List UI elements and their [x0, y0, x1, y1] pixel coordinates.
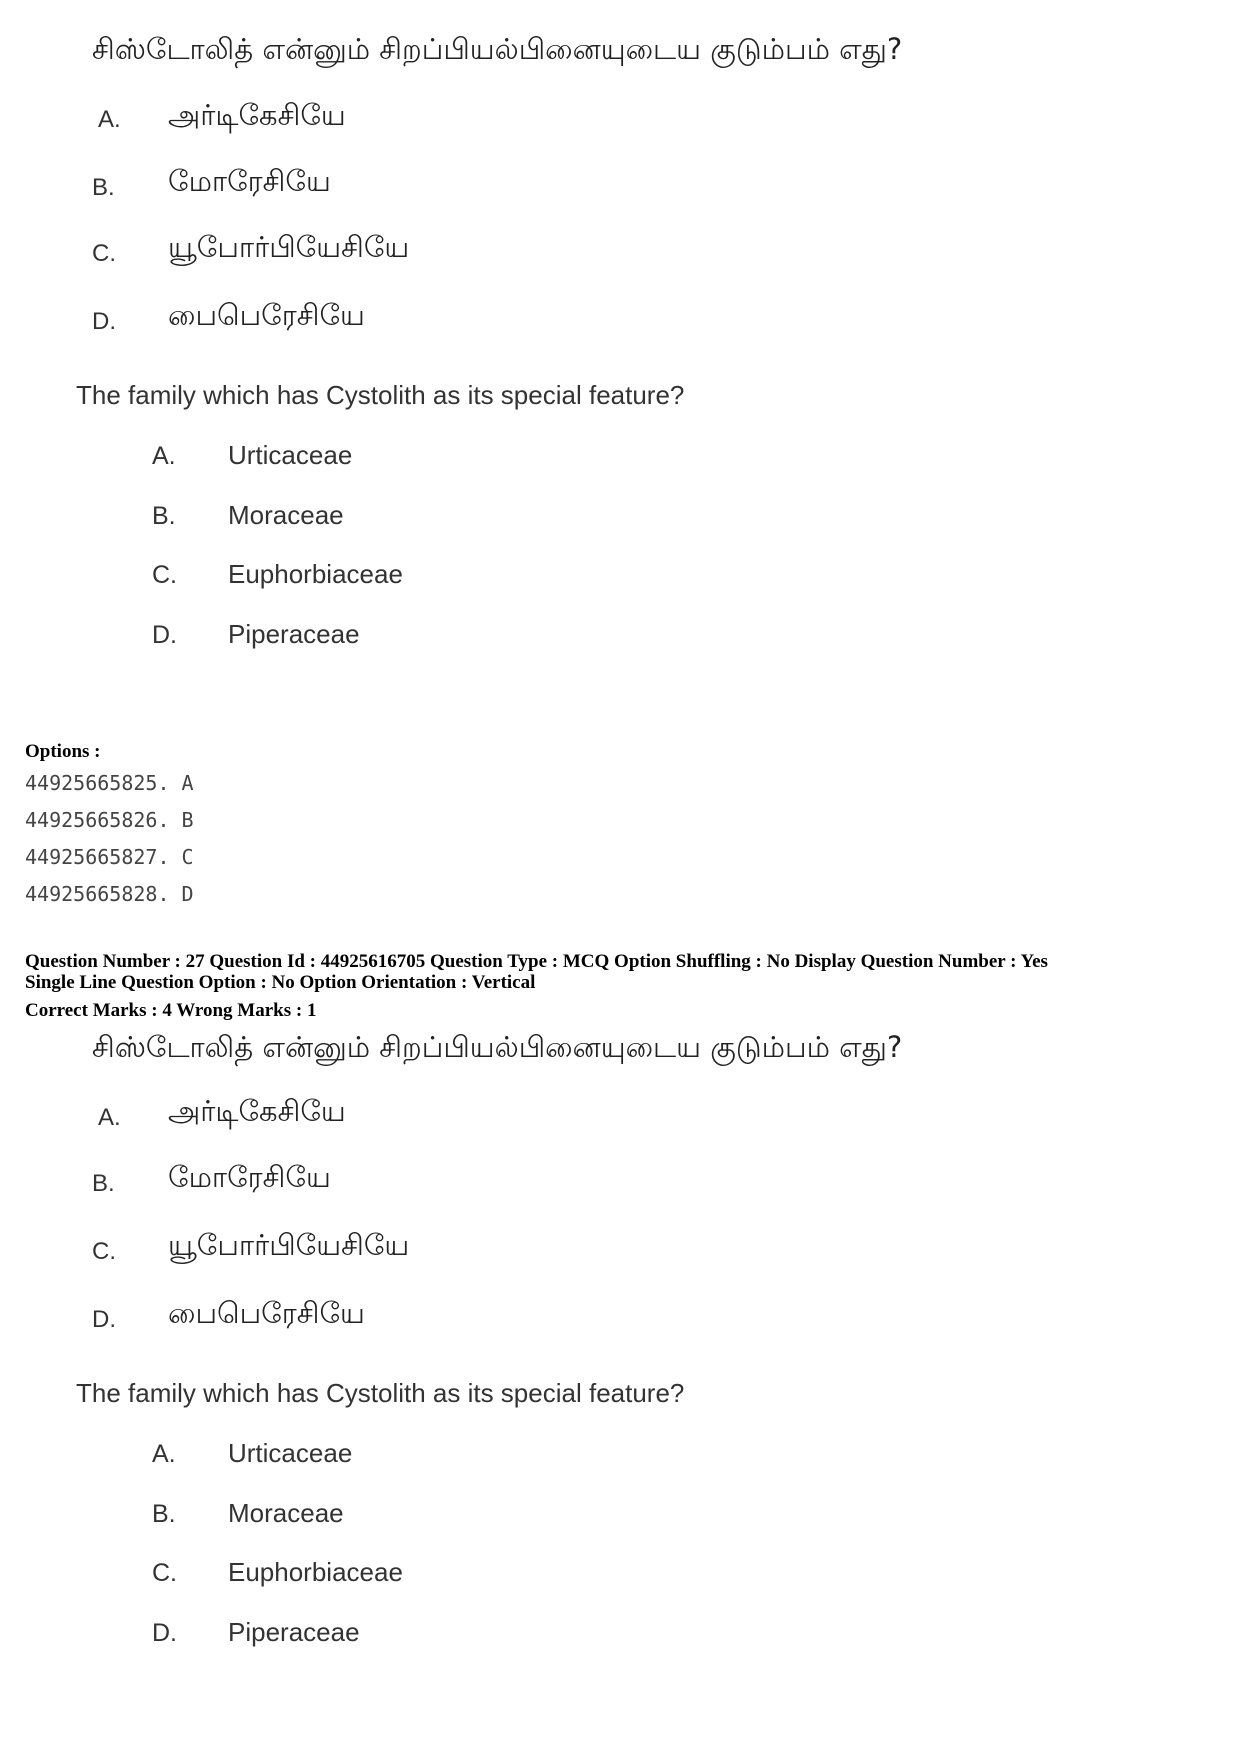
- tamil-option-text: அர்டிகேசியே: [168, 98, 346, 132]
- tamil-option-text: அர்டிகேசியே: [168, 1094, 346, 1128]
- english-option-letter: B.: [152, 502, 176, 530]
- english-question: The family which has Cystolith as its special feature?: [76, 1378, 685, 1408]
- english-option-text: Euphorbiaceae: [228, 559, 403, 589]
- english-option-letter: B.: [152, 1500, 176, 1528]
- tamil-option-text: யூபோர்பியேசியே: [168, 1228, 410, 1262]
- english-option-letter: C.: [152, 1559, 177, 1587]
- question-meta-line: Question Number : 27 Question Id : 44925616705 Question Type : MCQ Option Shuffling : No Display Question Number : Yes: [25, 951, 1048, 972]
- english-option-text: Euphorbiaceae: [228, 1557, 403, 1587]
- english-option-text: Piperaceae: [228, 619, 360, 649]
- english-option-text: Urticaceae: [228, 440, 353, 470]
- tamil-option-letter: C.: [92, 1238, 116, 1265]
- english-option-letter: A.: [152, 1440, 176, 1468]
- tamil-option-text: பைபெரேசியே: [168, 1296, 365, 1330]
- english-option-text: Moraceae: [228, 1498, 344, 1528]
- option-id-line: 44925665825. A: [25, 771, 194, 795]
- tamil-option-letter: B.: [92, 1170, 115, 1197]
- english-option-text: Moraceae: [228, 500, 344, 530]
- tamil-option-text: மோரேசியே: [168, 164, 331, 198]
- option-id-line: 44925665827. C: [25, 845, 194, 869]
- tamil-option-letter: A.: [98, 106, 121, 133]
- english-option-text: Piperaceae: [228, 1617, 360, 1647]
- option-id-line: 44925665828. D: [25, 882, 194, 906]
- tamil-option-letter: A.: [98, 1104, 121, 1131]
- tamil-question: சிஸ்டோலித் என்னும் சிறப்பியல்பினையுடைய குடும்பம் எது?: [92, 32, 903, 66]
- tamil-option-letter: C.: [92, 240, 116, 267]
- tamil-option-letter: D.: [92, 1306, 116, 1333]
- tamil-option-text: யூபோர்பியேசியே: [168, 230, 410, 264]
- english-option-letter: A.: [152, 442, 176, 470]
- question-meta-line: Single Line Question Option : No Option Orientation : Vertical: [25, 972, 536, 993]
- english-option-letter: D.: [152, 621, 177, 649]
- tamil-option-text: மோரேசியே: [168, 1160, 331, 1194]
- tamil-question: சிஸ்டோலித் என்னும் சிறப்பியல்பினையுடைய குடும்பம் எது?: [92, 1030, 903, 1064]
- marks-line: Correct Marks : 4 Wrong Marks : 1: [25, 1000, 317, 1021]
- tamil-option-text: பைபெரேசியே: [168, 298, 365, 332]
- option-id-line: 44925665826. B: [25, 808, 194, 832]
- english-option-letter: C.: [152, 561, 177, 589]
- english-option-letter: D.: [152, 1619, 177, 1647]
- english-option-text: Urticaceae: [228, 1438, 353, 1468]
- tamil-option-letter: D.: [92, 308, 116, 335]
- tamil-option-letter: B.: [92, 174, 115, 201]
- english-question: The family which has Cystolith as its special feature?: [76, 380, 685, 410]
- options-heading: Options :: [25, 741, 101, 762]
